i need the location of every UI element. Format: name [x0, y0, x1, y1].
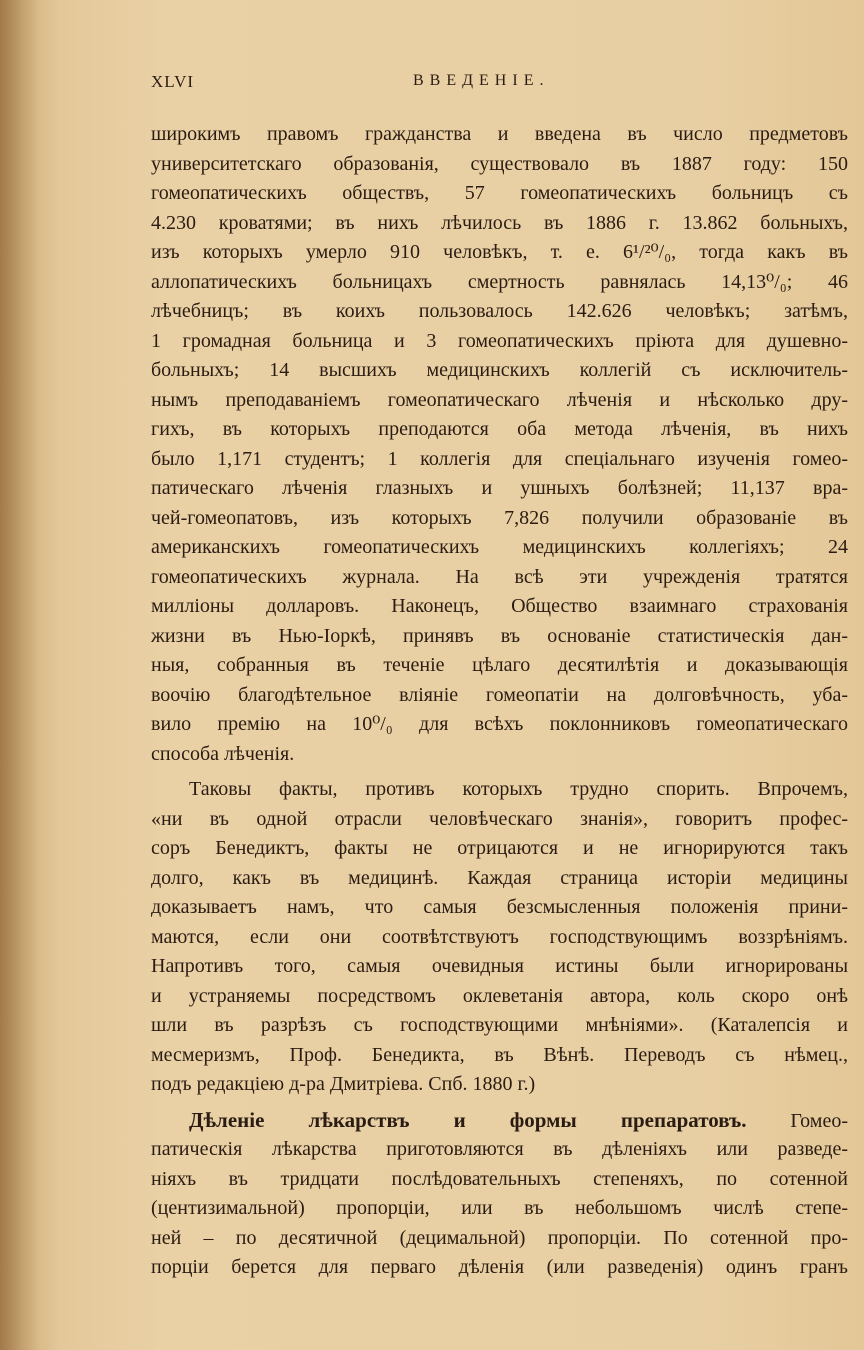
paragraph-line: и устраняемы посредствомъ оклеветанія автора, коль скоро онѣ — [151, 984, 848, 1007]
paragraph-line: долго, какъ въ медицинѣ. Каждая страница исторіи медицины — [151, 866, 848, 889]
paragraph-divisions — [151, 1106, 848, 1283]
page-body — [151, 120, 848, 1283]
paragraph-line: жизни въ Нью-Іоркѣ, принявъ въ основаніе статистическія дан- — [151, 624, 848, 647]
paragraph-line: нымъ преподаваніемъ гомеопатическаго лѣченія и нѣсколько дру- — [151, 388, 848, 411]
paragraph-line: шли въ разрѣзъ съ господствующими мнѣніями». (Каталепсія и — [151, 1014, 848, 1036]
paragraph-line: доказываетъ намъ, что самыя безсмысленныя положенія прини- — [151, 896, 848, 918]
paragraph-line: аллопатическихъ больницахъ смертность равнялась 14,13⁰/₀; 46 — [151, 270, 848, 293]
paragraph-line: порціи берется для перваго дѣленія (или разведенія) одинъ гранъ — [151, 1256, 848, 1278]
paragraph-line: широкимъ правомъ гражданства и введена въ число предметовъ — [151, 123, 848, 145]
paragraph-line: патическаго лѣченія глазныхъ и ушныхъ болѣзней; 11,137 вра- — [151, 477, 848, 499]
paragraph-quote — [151, 775, 848, 1100]
paragraph-line: гомеопатическихъ обществъ, 57 гомеопатическихъ больницъ съ — [151, 182, 848, 204]
paragraph-line: 1 громадная больница и 3 гомеопатическихъ пріюта для душевно- — [151, 329, 848, 352]
paragraph-line: гомеопатическихъ журнала. На всѣ эти учрежденія тратятся — [151, 565, 848, 588]
paragraph-line: университетскаго образованія, существовало въ 1887 году: 150 — [151, 152, 848, 175]
paragraph-line: чей-гомеопатовъ, изъ которыхъ 7,826 получили образованіе въ — [151, 506, 848, 529]
paragraph-line: 4.230 кроватями; въ нихъ лѣчилось въ 1886 г. 13.862 больныхъ, — [151, 211, 848, 234]
paragraph-line: вило премію на 10⁰/₀ для всѣхъ поклонниковъ гомеопатическаго — [151, 713, 848, 735]
page-number: XLVI — [151, 72, 195, 91]
paragraph-line: подъ редакціею д-ра Дмитріева. Спб. 1880 г.) — [151, 1073, 536, 1095]
paragraph-line: (центизимальной) пропорціи, или въ небольшомъ числѣ степе- — [151, 1197, 848, 1219]
paragraph-line: больныхъ; 14 высшихъ медицинскихъ коллегій съ исключитель- — [151, 359, 848, 381]
paragraph-line: патическія лѣкарства приготовляются въ дѣленіяхъ или разведе- — [151, 1138, 848, 1160]
section-heading: Дѣленіе лѣкарствъ и формы препаратовъ. — [189, 1107, 747, 1132]
paragraph-line — [151, 1106, 848, 1136]
paragraph-line: воочію благодѣтельное вліяніе гомеопатіи на долговѣчность, уба- — [151, 683, 848, 706]
paragraph-line: «ни въ одной отрасли человѣческаго знанія», говоритъ профес- — [151, 807, 848, 830]
paragraph-line: маются, если они соотвѣтствуютъ господствующимъ воззрѣніямъ. — [151, 925, 848, 948]
paragraph-line: соръ Бенедиктъ, факты не отрицаются и не игнорируются такъ — [151, 837, 848, 859]
paragraph-line: изъ которыхъ умерло 910 человѣкъ, т. е. 6¹/²⁰/₀, тогда какъ въ — [151, 241, 848, 263]
paragraph-line: гихъ, въ которыхъ преподаются оба метода лѣченія, въ нихъ — [151, 418, 848, 440]
paragraph-line: лѣчебницъ; въ коихъ пользовалось 142.626 человѣкъ; затѣмъ, — [151, 300, 848, 322]
paragraph-line: ней – по десятичной (децимальной) пропорціи. По сотенной про- — [151, 1226, 848, 1249]
paragraph-line: ныя, собранныя въ теченіе цѣлаго десятилѣтія и доказывающія — [151, 654, 848, 676]
paragraph-line: Напротивъ того, самыя очевидныя истины были игнорированы — [151, 955, 848, 977]
paragraph-line: Таковы факты, противъ которыхъ трудно спорить. Впрочемъ, — [189, 778, 848, 800]
paragraph-line: милліоны долларовъ. Наконецъ, Общество взаимнаго страхованія — [151, 595, 848, 617]
running-title: ВВЕДЕНІЕ. — [413, 72, 550, 89]
paragraph-line: месмеризмъ, Проф. Бенедикта, въ Вѣнѣ. Переводъ съ нѣмец., — [151, 1043, 848, 1066]
paragraph-statistics — [151, 120, 848, 769]
paragraph-line: американскихъ гомеопатическихъ медицинскихъ коллегіяхъ; 24 — [151, 536, 848, 558]
paragraph-line: ніяхъ въ тридцати послѣдовательныхъ степеняхъ, по сотенной — [151, 1167, 848, 1190]
paragraph-line: способа лѣченія. — [151, 742, 295, 765]
paragraph-line: было 1,171 студентъ; 1 коллегія для спеціальнаго изученія гомео- — [151, 447, 848, 470]
heading-line-rest: Гомео- — [790, 1109, 848, 1132]
page-header — [151, 72, 851, 102]
